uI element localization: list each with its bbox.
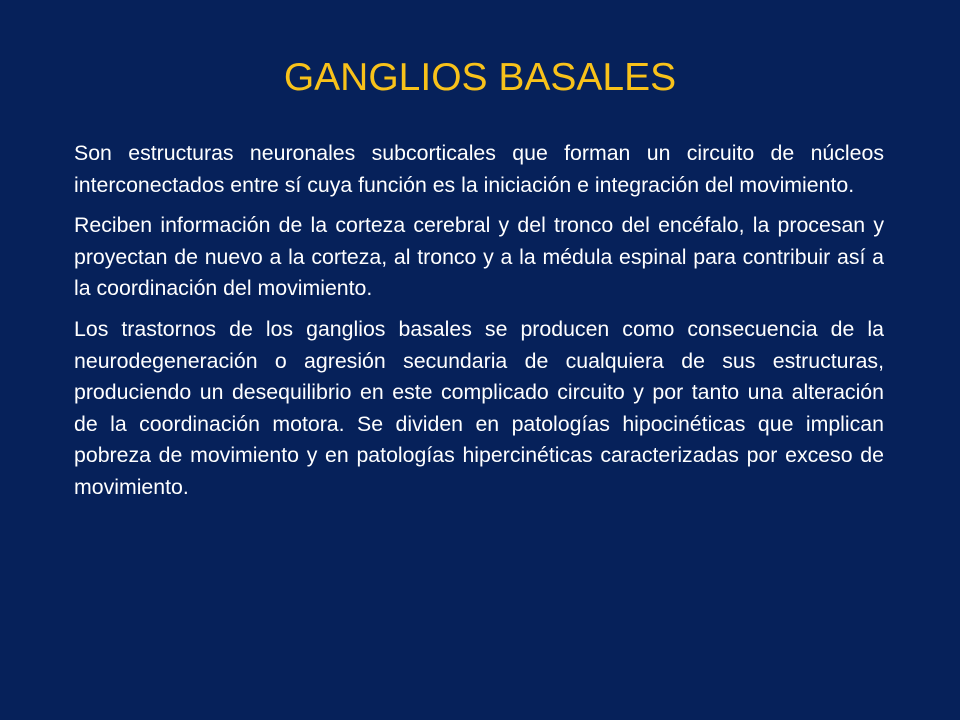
paragraph-function: Reciben información de la corteza cerebral y del tronco del encéfalo, la procesan y proyectan de nuevo a la corteza, al tronco y a la médula espinal para contribuir así a la coordinación del movimiento. xyxy=(74,213,884,301)
slide-title: GANGLIOS BASALES xyxy=(283,56,677,99)
paragraph-definition: Son estructuras neuronales subcorticales que forman un circuito de núcleos interconectados entre sí cuya función es la iniciación e integración del movimiento. xyxy=(74,141,884,197)
paragraph-disorders: Los trastornos de los ganglios basales se producen como consecuencia de la neurodegeneración o agresión secundaria de cualquiera de sus estructuras, produciendo un desequilibrio en este complicado circuito y por tanto una alteración de la coordinación motora. Se dividen en patologías hipocinéticas que implican pobreza de movimiento y en patologías hipercinéticas caracterizadas por exceso de movimiento. xyxy=(74,316,884,499)
slide-body xyxy=(74,138,884,513)
